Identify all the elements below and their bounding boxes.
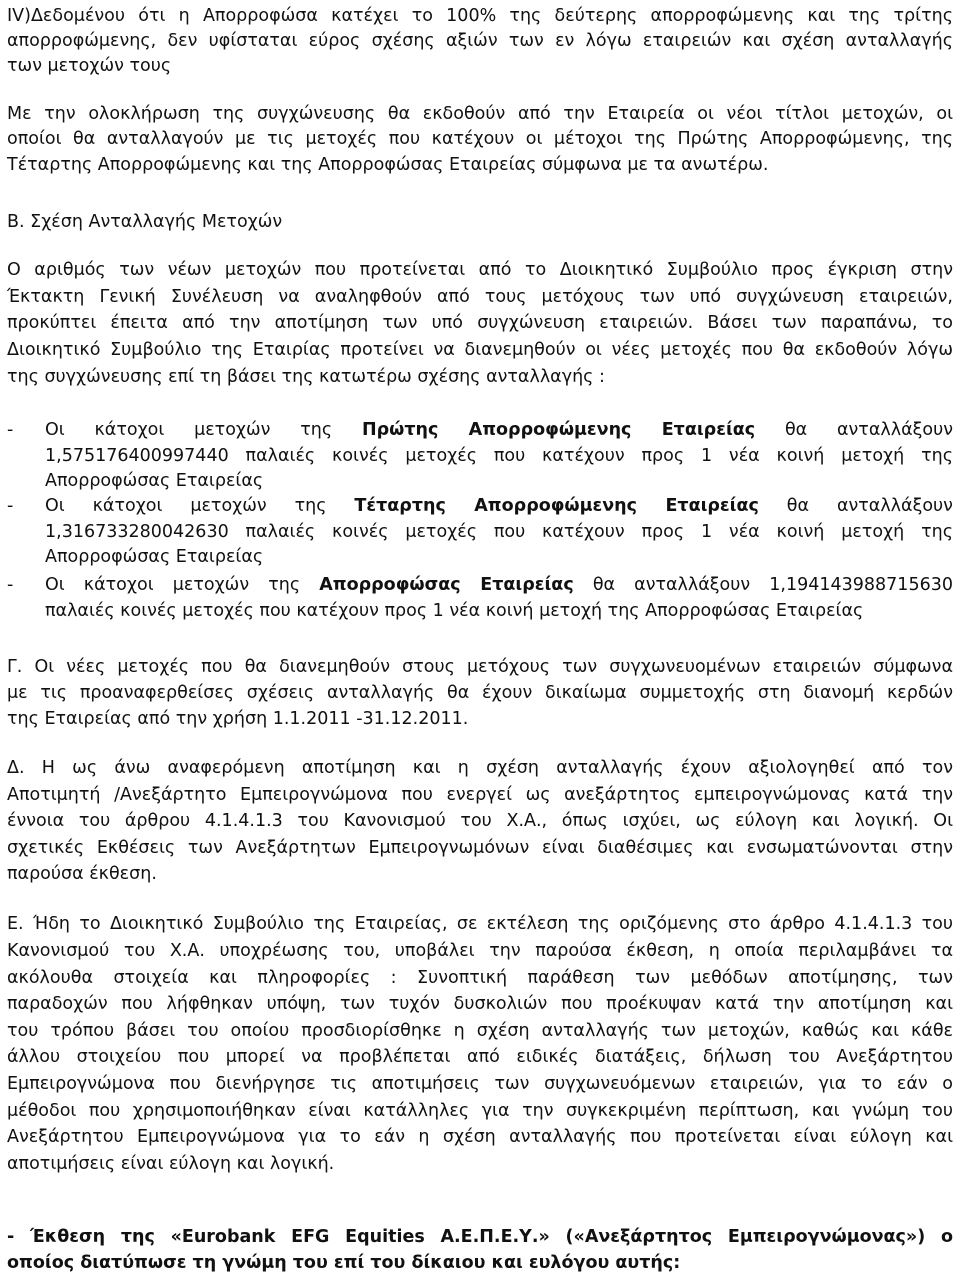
report-line-2: οποίος διατύπωσε τη γνώμη του επί του δίκαιου και ευλόγου αυτής: [7,1253,681,1273]
paragraph-iv-line-1: IV)Δεδομένου ότι η Απορροφώσα κατέχει το 100% της δεύτερης απορροφώμενης και της τρίτης [7,6,953,26]
bullet-1-line-2: 1,57517640099744​0 παλαιές κοινές μετοχές που κατέχουν προς 1 νέα κοινή μετοχή της [45,446,953,466]
bullet-2-pre: Οι κάτοχοι μετοχών της [45,496,327,516]
bullet-3-line-1 [45,573,953,598]
section-b-line-4: Διοικητικό Συμβούλιο της Εταιρίας προτείνει να διανεμηθούν οι νέες μετοχές που θα εκδοθούν λόγω [7,340,953,360]
section-e-line-9: Ανεξάρτητου Εμπειρογνώμονα για το εάν η σχέση ανταλλαγής που προτείνεται είναι εύλογη και [7,1127,953,1147]
section-e-line-8: μέθοδοι που χρησιμοποιήθηκαν είναι κατάλληλες για την συγκεκριμένη περίπτωση, και γνώμη του [7,1101,953,1121]
section-e-line-3: ακόλουθα στοιχεία και πληροφορίες : Συνοπτική παράθεση των μεθόδων αποτίμησης, των [7,968,953,988]
bullet-1-pre: Οι κάτοχοι μετοχών της [45,420,333,440]
bullet-2-line-3: Απορροφώσας Εταιρείας [45,547,264,567]
section-e-line-1: Ε. Ήδη το Διοικητικό Συμβούλιο της Εταιρείας, σε εκτέλεση της οριζόμενης στο άρθρο 4.1.4.1.3 του [7,914,953,934]
section-b-line-1: Ο αριθμός των νέων μετοχών που προτείνεται από το Διοικητικό Συμβούλιο προς έγκριση στην [7,260,953,280]
section-d-line-1: Δ. Η ως άνω αναφερόμενη αποτίμηση και η σχέση ανταλλαγής έχουν αξιολογηθεί από τον [7,758,953,778]
bullet-1-post: θα ανταλλάξουν [784,420,953,440]
section-b-heading: Β. Σχέση Ανταλλαγής Μετοχών [7,212,283,232]
bullet-3-company: Απορροφώσας Εταιρείας [319,575,574,595]
section-d-line-2: Αποτιμητή /Ανεξάρτητο Εμπειρογνώμονα που ενεργεί ως ανεξάρτητος εμπειρογνώμονας κατά την [7,785,953,805]
section-e-line-2: Κανονισμού του Χ.Α. υποχρέωσης του, υποβάλει την παρούσα έκθεση, η οποία περιλαμβάνει τα [7,941,953,961]
section-e-line-6: άλλου στοιχείου που μπορεί να προβλέπεται από ειδικές διατάξεις, δήλωση του Ανεξάρτητου [7,1047,953,1067]
paragraph-iv-line-3: των μετοχών τους [7,56,172,76]
bullet-3-line-2: παλαιές κοινές μετοχές που κατέχουν προς 1 νέα κοινή μετοχή της Απορροφώσας Εταιρείας [45,601,864,621]
section-d-line-4: σχετικές Εκθέσεις των Ανεξάρτητων Εμπειρογνωμόνων είναι διαθέσιμες και ενσωματώνονται στην [7,838,953,858]
section-d-line-5: παρούσα έκθεση. [7,864,157,884]
bullet-3-pre: Οι κάτοχοι μετοχών της [45,575,301,595]
bullet-dash: - [7,496,14,516]
bullet-2-line-2: 1,316733280042630 παλαιές κοινές μετοχές που κατέχουν προς 1 νέα κοινή μετοχή της [45,522,953,542]
bullet-3-post: θα ανταλλάξουν 1,194143988715630 [592,575,953,595]
bullet-2-post: θα ανταλλάξουν [786,496,953,516]
paragraph-iv-line-2: απορροφώμενης, δεν υφίσταται εύρος σχέσης αξιών των εν λόγω εταιρειών και σχέση ανταλλαγής [7,31,953,51]
paragraph-merger-line-2: οποίοι θα ανταλλαγούν με τις μετοχές που κατέχουν οι μέτοχοι της Πρώτης Απορροφώμενης, της [7,129,953,149]
section-c-line-2: με τις προαναφερθείσες σχέσεις ανταλλαγής θα έχουν δικαίωμα συμμετοχής στη διανομή κερδών [7,683,953,703]
bullet-dash: - [7,575,14,595]
bullet-2-company: Τέταρτης Απορροφώμενης Εταιρείας [354,496,759,516]
section-e-line-4: παραδοχών που λήφθηκαν υπόψη, των τυχόν δυσκολιών που προέκυψαν κατά την αποτίμηση και [7,994,953,1014]
section-e-line-5: του τρόπου βάσει του οποίου προσδιορίσθηκε η σχέση ανταλλαγής των μετοχών, καθώς και κάθε [7,1021,953,1041]
paragraph-merger-line-3: Τέταρτης Απορροφώμενης και της Απορροφώσας Εταιρείας σύμφωνα με τα ανωτέρω. [7,155,769,175]
bullet-1-line-3: Απορροφώσας Εταιρείας [45,471,264,491]
section-d-line-3: έννοια του άρθρου 4.1.4.1.3 του Κανονισμού του Χ.Α., όπως ισχύει, ως εύλογη και λογική. Οι [7,811,953,831]
bullet-1-company: Πρώτης Απορροφώμενης Εταιρείας [361,420,756,440]
section-e-line-10: αποτιμήσεις είναι εύλογη και λογική. [7,1154,335,1174]
section-b-line-5: της συγχώνευσης επί τη βάσει της κατωτέρω σχέσης ανταλλαγής : [7,367,605,387]
section-b-line-2: Έκτακτη Γενική Συνέλευση να αναληφθούν από τους μετόχους των υπό συγχώνευση εταιρειών, [7,287,953,307]
bullet-dash: - [7,420,14,440]
report-line-1: - Έκθεση της «Eurobank EFG Equities Α.Ε.Π.Ε.Υ.» («Ανεξάρτητος Εμπειρογνώμονας») ο [7,1227,953,1247]
section-e-line-7: Εμπειρογνώμονα που διενήργησε τις αποτιμήσεις των συγχωνευόμενων εταιρειών, για το εάν ο [7,1074,953,1094]
section-c-line-1: Γ. Οι νέες μετοχές που θα διανεμηθούν στους μετόχους των συγχωνευομένων εταιρειών σύμφωνα [7,657,953,677]
section-c-line-3: της Εταιρείας από την χρήση 1.1.2011 -31.12.2011. [7,709,469,729]
bullet-1-line-1 [45,418,953,443]
section-b-line-3: προκύπτει έπειτα από την αποτίμηση των υπό συγχώνευση εταιρειών. Βάσει των παραπάνω, το [7,313,953,333]
paragraph-merger-line-1: Με την ολοκλήρωση της συγχώνευσης θα εκδοθούν από την Εταιρεία οι νέοι τίτλοι μετοχών, οι [7,104,953,124]
bullet-2-line-1 [45,494,953,519]
